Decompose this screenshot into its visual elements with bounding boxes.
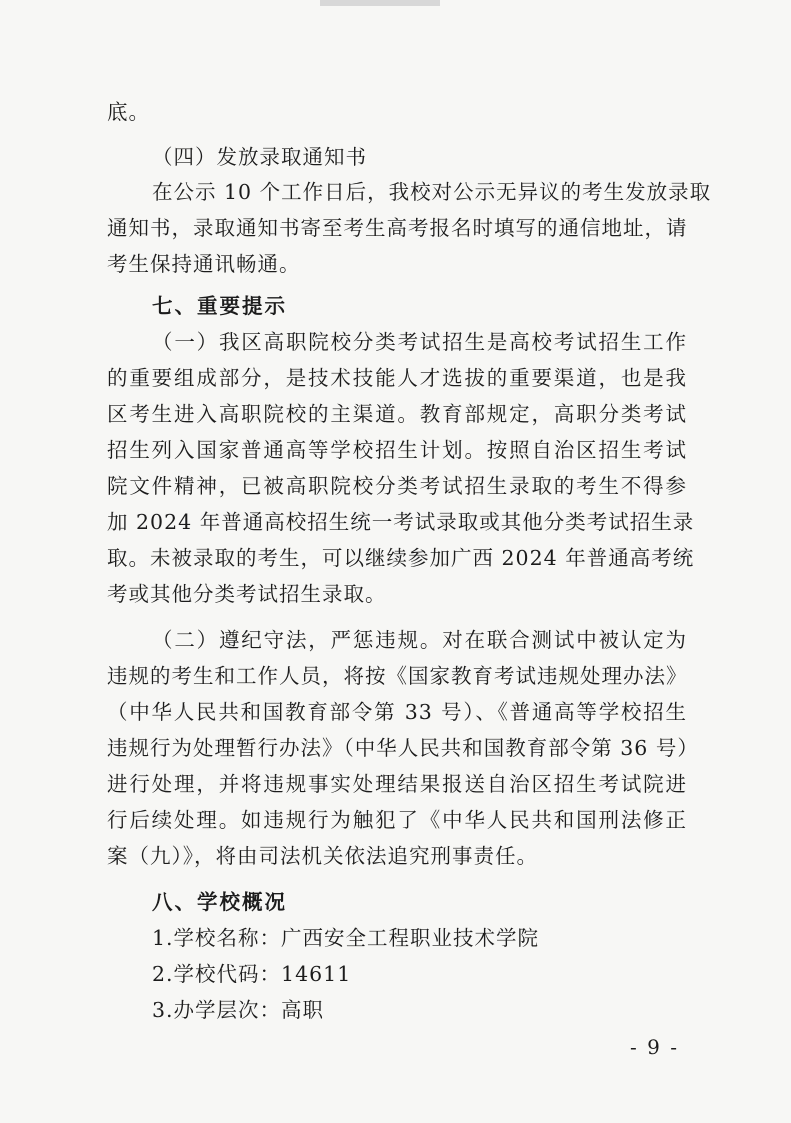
paragraph-line: 招生列入国家普通高等学校招生计划。按照自治区招生考试	[107, 438, 687, 462]
paragraph-line: 区考生进入高职院校的主渠道。教育部规定，高职分类考试	[107, 402, 687, 426]
paragraph-line: 进行处理，并将违规事实处理结果报送自治区招生考试院进	[107, 772, 687, 796]
paragraph-line: （二）遵纪守法，严惩违规。对在联合测试中被认定为	[152, 628, 687, 652]
paragraph-line: 行后续处理。如违规行为触犯了《中华人民共和国刑法修正	[107, 808, 687, 832]
page-number: - 9 -	[630, 1035, 679, 1059]
paragraph-line: 考或其他分类考试招生录取。	[107, 582, 387, 606]
scan-artifact	[320, 0, 440, 6]
school-name-line: 1.学校名称：广西安全工程职业技术学院	[152, 926, 540, 950]
paragraph-line: 的重要组成部分，是技术技能人才选拔的重要渠道，也是我	[107, 366, 687, 390]
paragraph-line: （一）我区高职院校分类考试招生是高校考试招生工作	[152, 330, 687, 354]
school-code-line: 2.学校代码：14611	[152, 962, 352, 986]
subheading-issue-notice: （四）发放录取通知书	[152, 145, 367, 169]
paragraph-line: 加 2024 年普通高校招生统一考试录取或其他分类考试招生录	[107, 510, 695, 534]
paragraph-line: 违规行为处理暂行办法》（中华人民共和国教育部令第 36 号）	[107, 736, 699, 760]
paragraph-line: 在公示 10 个工作日后，我校对公示无异议的考生发放录取	[152, 180, 712, 204]
paragraph-line: 案（九）》，将由司法机关依法追究刑事责任。	[107, 844, 538, 868]
paragraph-line: （中华人民共和国教育部令第 33 号）、《普通高等学校招生	[107, 700, 687, 724]
paragraph-line: 底。	[107, 100, 150, 124]
paragraph-line: 院文件精神，已被高职院校分类考试招生录取的考生不得参	[107, 474, 687, 498]
section-heading-school-overview: 八、学校概况	[152, 890, 287, 914]
section-heading-important-notes: 七、重要提示	[152, 294, 287, 318]
paragraph-line: 取。未被录取的考生，可以继续参加广西 2024 年普通高考统	[107, 546, 695, 570]
school-level-line: 3.办学层次：高职	[152, 998, 325, 1022]
paragraph-line: 考生保持通讯畅通。	[107, 252, 301, 276]
paragraph-line: 违规的考生和工作人员，将按《国家教育考试违规处理办法》	[107, 664, 688, 688]
paragraph-line: 通知书，录取通知书寄至考生高考报名时填写的通信地址，请	[107, 216, 688, 240]
